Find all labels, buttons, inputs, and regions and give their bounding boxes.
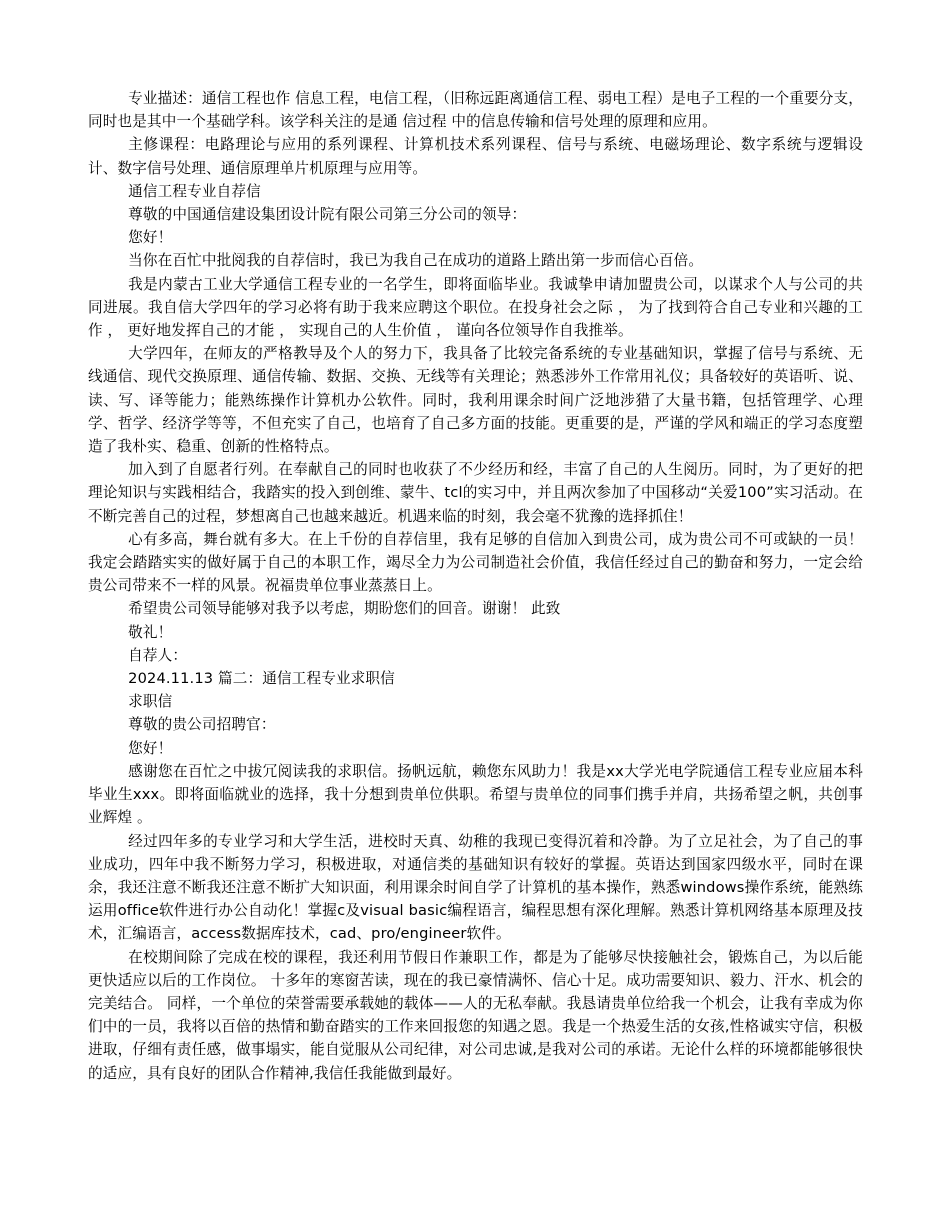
paragraph-introduction: 我是内蒙古工业大学通信工程专业的一名学生，即将面临毕业。我诚挚申请加盟贵公司，以谋求个人与公司的共同进展。我自信大学四年的学习必将有助于我来应聘这个职位。在投身社会之际 ， 为了找到符合自己专业和兴趣的工作 ， 更好地发挥自己的才能 ， 实现自己的人生价值 ， 谨向各位领导作自我推举。 [88, 275, 863, 340]
salutation-recipient: 尊敬的中国通信建设集团设计院有限公司第三分公司的领导： [128, 206, 527, 224]
greeting-second: 您好！ [128, 739, 173, 757]
paragraph-university-years: 大学四年，在师友的严格教导及个人的努力下，我具备了比较完备系统的专业基础知识，掌握了信号与系统、无线通信、现代交换原理、通信传输、数据、交换、无线等有关理论；熟悉涉外工作常用礼仪；具备较好的英语听、说、读、写、译等能力；能熟练操作计算机办公软件。同时，我利用课余时间广泛地涉猎了大量书籍，包括管理学、心理学、哲学、经济学等等，不但充实了自己，也培育了自己多方面的技能。更重要的是，严谨的学风和端正的学习态度塑造了我朴实、稳重、创新的性格特点。 [88, 345, 863, 456]
paragraph-volunteer-internship: 加入到了自愿者行列。在奉献自己的同时也收获了不少经历和经，丰富了自己的人生阅历。同时，为了更好的把理论知识与实践相结合，我踏实的投入到创维、蒙牛、tcl的实习中，并且两次参加了中国移动“关爱100”实习活动。在不断完善自己的过程，梦想离自己也越来越近。机遇来临的时刻，我会毫不犹豫的选择抓住！ [88, 461, 863, 525]
closing-salute: 敬礼！ [128, 623, 173, 641]
paragraph-studies-skills: 经过四年多的专业学习和大学生活，进校时天真、幼稚的我现已变得沉着和冷静。为了立足社会，为了自己的事业成功，四年中我不断努力学习，积极进取，对通信类的基础知识有较好的掌握。英语达到国家四级水平，同时在课余，我还注意不断我还注意不断扩大知识面，利用课余时间自学了计算机的基本操作，熟悉windows操作系统，能熟练运用office软件进行办公自动化！掌握c及visual basic编程语言，编程思想有深化理解。熟悉计算机网络基本原理及技术，汇编语言，access数据库技术，cad、pro/engineer软件。 [88, 832, 863, 943]
heading-self-recommendation-letter: 通信工程专业自荐信 [128, 182, 261, 200]
salutation-recruiter: 尊敬的贵公司招聘官： [128, 716, 276, 734]
greeting: 您好！ [128, 229, 173, 247]
paragraph-confidence: 心有多高，舞台就有多大。在上千份的自荐信里，我有足够的自信加入到贵公司，成为贵公司不可或缺的一员！我定会踏踏实实的做好属于自己的本职工作，竭尽全力为公司制造社会价值，我信任经过自己的勤奋和努力，一定会给贵公司带来不一样的风景。祝福贵单位事业蒸蒸日上。 [88, 530, 863, 595]
document-body [88, 87, 863, 1085]
paragraph-major-description: 专业描述：通信工程也作 信息工程，电信工程，（旧称远距离通信工程、弱电工程）是电子工程的一个重要分支，同时也是其中一个基础学科。该学科关注的是通 信过程 中的信息传输和信号处理的原理和应用。 [88, 90, 863, 131]
signature-label: 自荐人： [128, 646, 188, 664]
date-and-section-title: 2024.11.13 篇二：通信工程专业求职信 [128, 670, 395, 688]
paragraph-closing-request: 希望贵公司领导能够对我予以考虑，期盼您们的回音。谢谢！ 此致 [128, 600, 561, 618]
heading-cover-letter: 求职信 [128, 693, 173, 711]
paragraph-opening: 当你在百忙中批阅我的自荐信时，我已为我自己在成功的道路上踏出第一步而信心百倍。 [128, 252, 704, 270]
paragraph-main-courses: 主修课程：电路理论与应用的系列课程、计算机技术系列课程、信号与系统、电磁场理论、数字系统与逻辑设计、数字信号处理、通信原理单片机原理与应用等。 [88, 136, 863, 177]
paragraph-thanks: 感谢您在百忙之中拔冗阅读我的求职信。扬帆远航，赖您东风助力！我是xx大学光电学院通信工程专业应届本科毕业生xxx。即将面临就业的选择，我十分想到贵单位供职。希望与贵单位的同事们携手并肩，共扬希望之帆，共创事业辉煌 。 [88, 762, 863, 827]
paragraph-part-time-and-character: 在校期间除了完成在校的课程，我还利用节假日作兼职工作，都是为了能够尽快接触社会，锻炼自己，为以后能更快适应以后的工作岗位。 十多年的寒窗苦读，现在的我已豪情满怀、信心十足。成功需要知识、毅力、汗水、机会的完美结合。 同样，一个单位的荣誉需要承载她的载体——人的无私奉献。我恳请贵单位给我一个机会，让我有幸成为你们中的一员，我将以百倍的热情和勤奋踏实的工作来回报您的知遇之恩。我是一个热爱生活的女孩,性格诚实守信，积极进取，仔细有责任感，做事塌实，能自觉服从公司纪律，对公司忠诚,是我对公司的承诺。无论什么样的环境都能够很快的适应，具有良好的团队合作精神,我信任我能做到最好。 [88, 948, 863, 1082]
